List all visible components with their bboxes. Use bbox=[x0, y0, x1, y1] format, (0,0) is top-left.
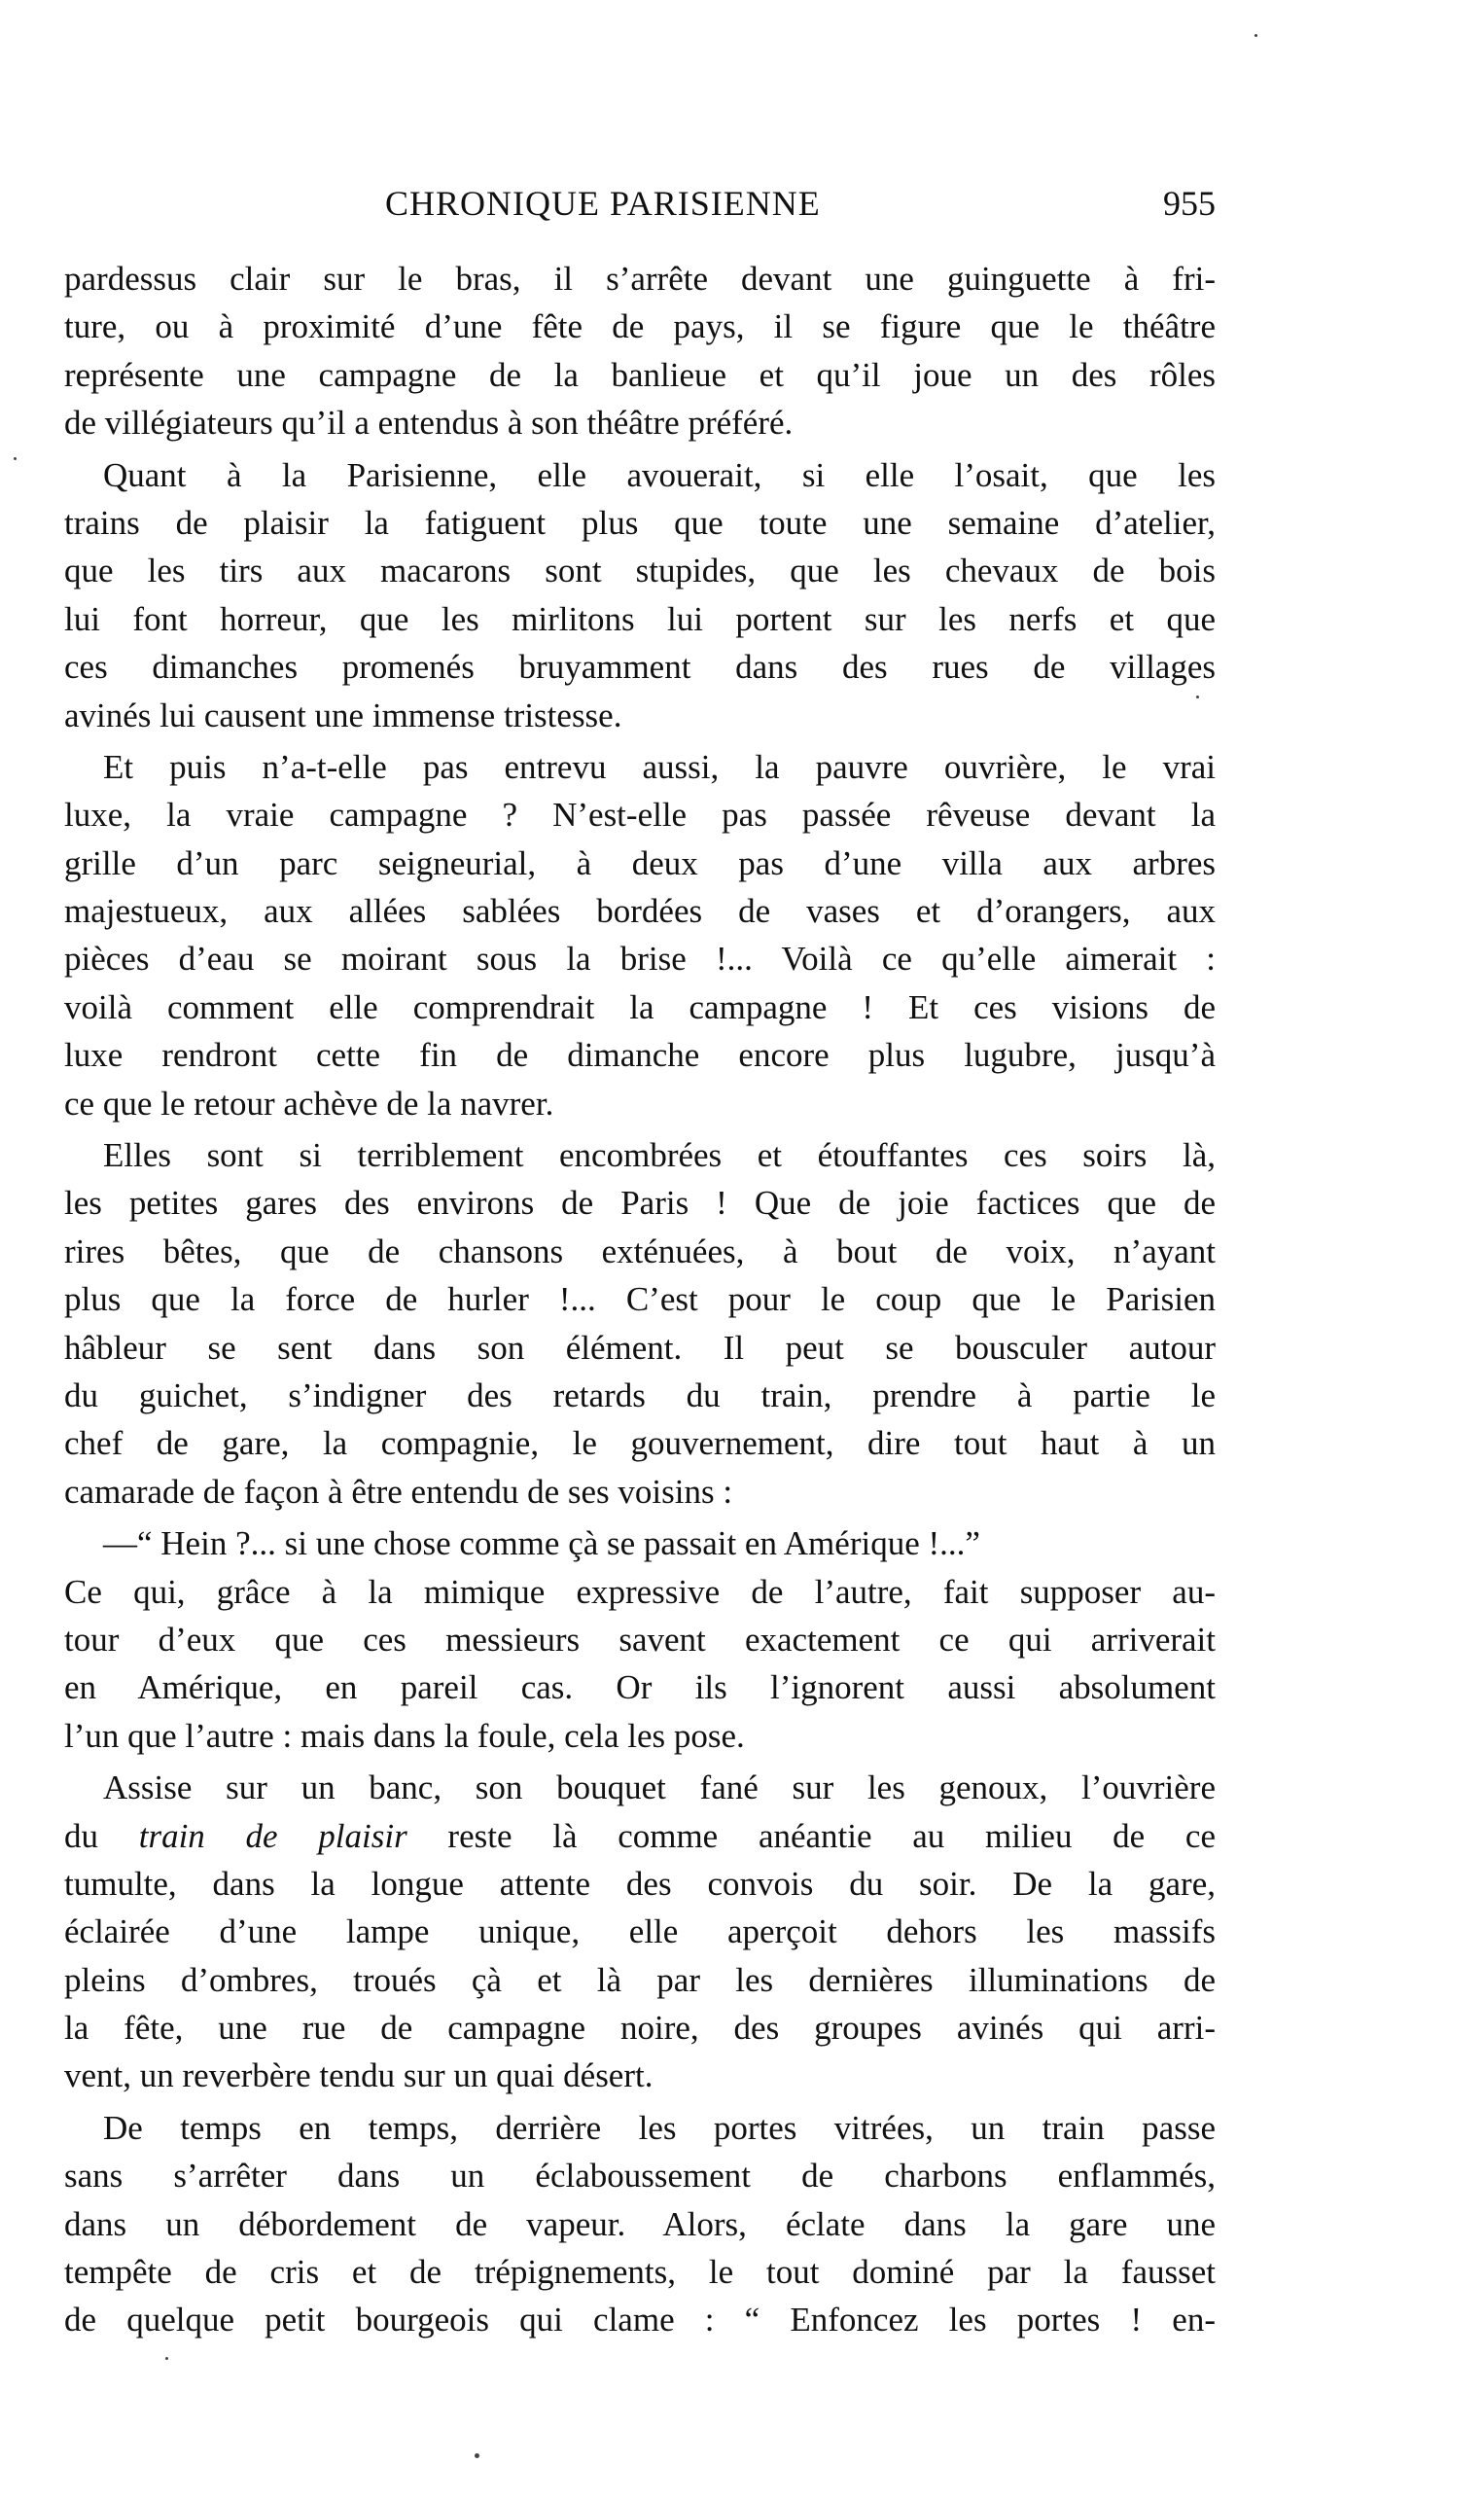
text-line: tour d’eux que ces messieurs savent exactement ce qui arriverait bbox=[64, 1620, 1216, 1659]
running-title: CHRONIQUE PARISIENNE bbox=[385, 184, 821, 223]
text-line: vent, un reverbère tendu sur un quai désert. bbox=[64, 2056, 654, 2095]
scan-speck bbox=[475, 2453, 479, 2458]
text-line: voilà comment elle comprendrait la campagne ! Et ces visions de bbox=[64, 987, 1216, 1026]
text-line: de villégiateurs qu’il a entendus à son théâtre préféré. bbox=[64, 404, 794, 443]
text-line: Assise sur un banc, son bouquet fané sur les genoux, l’ouvrière bbox=[103, 1768, 1216, 1807]
page-number: 955 bbox=[1163, 184, 1216, 223]
italic-phrase: train de plaisir bbox=[138, 1816, 407, 1855]
text-line: représente une campagne de la banlieue et qu’il joue un des rôles bbox=[64, 355, 1216, 394]
text-line: De temps en temps, derrière les portes vitrées, un train passe bbox=[103, 2108, 1216, 2147]
text-line: chef de gare, la compagnie, le gouvernement, dire tout haut à un bbox=[64, 1424, 1216, 1463]
text-line: les petites gares des environs de Paris ! Que de joie factices que de bbox=[64, 1184, 1216, 1223]
paragraph bbox=[64, 2104, 1216, 2344]
scan-speck bbox=[165, 2357, 168, 2360]
text-line: du guichet, s’indigner des retards du train, prendre à partie le bbox=[64, 1375, 1216, 1414]
line-prefix: du bbox=[64, 1816, 139, 1855]
text-line: de quelque petit bourgeois qui clame : “ Enfoncez les portes ! en- bbox=[64, 2301, 1216, 2339]
text-line: Ce qui, grâce à la mimique expressive de l’autre, fait supposer au- bbox=[64, 1572, 1216, 1611]
text-line: ce que le retour achève de la navrer. bbox=[64, 1084, 554, 1123]
text-line: que les tirs aux macarons sont stupides, que les chevaux de bois bbox=[64, 552, 1216, 590]
text-line: hâbleur se sent dans son élément. Il peut se bousculer autour bbox=[64, 1328, 1216, 1367]
text-line: Quant à la Parisienne, elle avouerait, si elle l’osait, que les bbox=[103, 455, 1216, 494]
text-line: ces dimanches promenés bruyamment dans des rues de villages bbox=[64, 648, 1216, 687]
text-line: plus que la force de hurler !... C’est pour le coup que le Parisien bbox=[64, 1280, 1216, 1319]
running-header bbox=[64, 183, 1216, 232]
paragraph bbox=[64, 1764, 1216, 2100]
text-line: éclairée d’une lampe unique, elle aperçoit dehors les massifs bbox=[64, 1912, 1216, 1951]
text-line: ture, ou à proximité d’une fête de pays, il se figure que le théâtre bbox=[64, 307, 1216, 346]
text-line: dans un débordement de vapeur. Alors, éclate dans la gare une bbox=[64, 2204, 1216, 2243]
text-line: camarade de façon à être entendu de ses voisins : bbox=[64, 1472, 733, 1511]
text-line: tumulte, dans la longue attente des convois du soir. De la gare, bbox=[64, 1864, 1216, 1903]
paragraph bbox=[64, 1519, 1216, 1760]
text-line: Elles sont si terriblement encombrées et étouffantes ces soirs là, bbox=[103, 1136, 1216, 1175]
text-line: rires bêtes, que de chansons exténuées, à bout de voix, n’ayant bbox=[64, 1232, 1216, 1270]
text-line: la fête, une rue de campagne noire, des groupes avinés qui arri- bbox=[64, 2009, 1216, 2048]
scan-speck bbox=[14, 457, 17, 460]
scan-speck bbox=[1196, 696, 1199, 698]
text-line: lui font horreur, que les mirlitons lui portent sur les nerfs et que bbox=[64, 599, 1216, 638]
text-line: en Amérique, en pareil cas. Or ils l’ignorent aussi absolument bbox=[64, 1668, 1216, 1707]
line-suffix: reste là comme anéantie au milieu de ce bbox=[406, 1816, 1216, 1855]
paragraph bbox=[64, 743, 1216, 1127]
quoted-line: —“ Hein ?... si une chose comme çà se passait en Amérique !...” bbox=[103, 1524, 980, 1563]
text-line: Et puis n’a-t-elle pas entrevu aussi, la pauvre ouvrière, le vrai bbox=[103, 747, 1216, 786]
paragraph bbox=[64, 451, 1216, 739]
scan-speck bbox=[1254, 34, 1257, 37]
text-line: sans s’arrêter dans un éclaboussement de charbons enflammés, bbox=[64, 2157, 1216, 2196]
paragraph bbox=[64, 255, 1216, 447]
text-line: luxe, la vraie campagne ? N’est-elle pas passée rêveuse devant la bbox=[64, 796, 1216, 835]
text-line: pardessus clair sur le bras, il s’arrête devant une guinguette à fri- bbox=[64, 260, 1216, 298]
text-line: avinés lui causent une immense tristesse. bbox=[64, 696, 622, 734]
paragraph bbox=[64, 1131, 1216, 1516]
text-line-with-italic bbox=[64, 1812, 1216, 1860]
text-line: trains de plaisir la fatiguent plus que toute une semaine d’atelier, bbox=[64, 503, 1216, 542]
body-text bbox=[64, 255, 1216, 2348]
text-line: grille d’un parc seigneurial, à deux pas d’une villa aux arbres bbox=[64, 843, 1216, 882]
text-line: pleins d’ombres, troués çà et là par les dernières illuminations de bbox=[64, 1960, 1216, 1999]
text-line: l’un que l’autre : mais dans la foule, cela les pose. bbox=[64, 1716, 745, 1755]
text-line: pièces d’eau se moirant sous la brise !... Voilà ce qu’elle aimerait : bbox=[64, 940, 1216, 979]
text-line: majestueux, aux allées sablées bordées de vases et d’orangers, aux bbox=[64, 892, 1216, 931]
text-line: tempête de cris et de trépignements, le tout dominé par la fausset bbox=[64, 2253, 1216, 2292]
text-line: luxe rendront cette fin de dimanche encore plus lugubre, jusqu’à bbox=[64, 1036, 1216, 1075]
